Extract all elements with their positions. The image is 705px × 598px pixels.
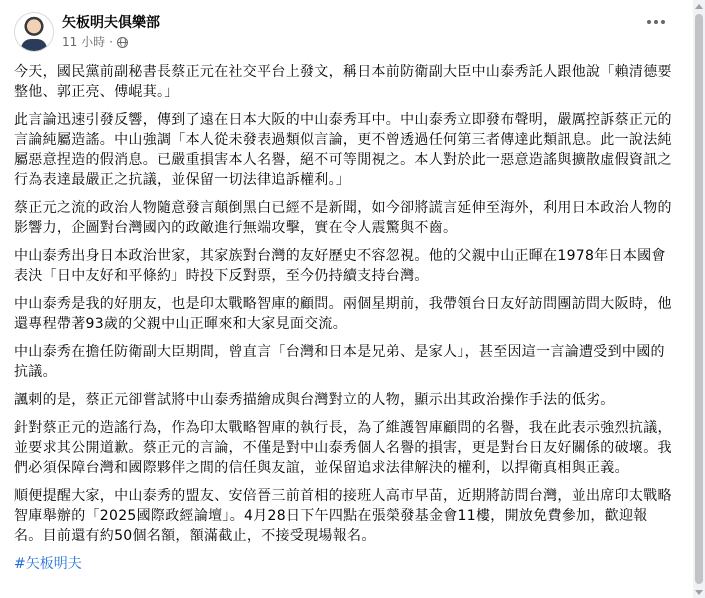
more-options-button[interactable] [642,12,670,32]
chevron-down-icon [695,590,703,595]
more-options-icon [661,20,665,24]
author-avatar[interactable] [14,12,54,52]
scroll-up-button[interactable] [693,0,705,12]
vertical-scrollbar[interactable] [693,0,705,598]
post-paragraph: 今天，國民黨前副秘書長蔡正元在社交平台上發文，稱日本前防衛副大臣中山泰秀託人跟他說「賴清德要整他、郭正亮、傅崐萁。」 [14,64,672,100]
post-paragraph: 蔡正元之流的政治人物隨意發言顛倒黑白已經不是新聞，如今卻將謊言延伸至海外，利用日本政治人物的影響力，企圖對台灣國內的政敵進行無端攻擊，實在令人震驚與不齒。 [14,200,672,236]
scrollbar-thumb[interactable] [695,14,703,584]
more-options-icon [647,20,651,24]
post-paragraph: 中山泰秀出身日本政治世家，其家族對台灣的友好歷史不容忽視。他的父親中山正暉在1978年日本國會表決「日中友好和平條約」時投下反對票，至今仍持續支持台灣。 [14,248,666,284]
more-options-icon [654,20,658,24]
scroll-down-button[interactable] [693,586,705,598]
post-paragraph: 中山泰秀是我的好朋友，也是印太戰略智庫的顧問。兩個星期前，我帶領台日友好訪問團訪問大阪時，他還專程帶著93歲的父親中山正暉來和大家見面交流。 [14,296,672,332]
post-paragraph: 針對蔡正元的造謠行為，作為印太戰略智庫的執行長，為了維護智庫顧問的名譽，我在此表示強烈抗議，並要求其公開道歉。蔡正元的言論，不僅是對中山泰秀個人名譽的損害，更是對台日友好關係的破壞。我們必須保障台灣和國際夥伴之間的信任與友誼，並保留追求法律解決的權利，以捍衛真相與正義。 [14,420,672,476]
post-paragraph: 中山泰秀在擔任防衛副大臣期間，曾直言「台灣和日本是兄弟、是家人」，甚至因這一言論遭受到中國的抗議。 [14,344,665,380]
post-time-row [62,34,160,50]
globe-icon [117,37,128,48]
post-meta [62,14,160,50]
post-paragraph: 此言論迅速引發反響，傳到了遠在日本大阪的中山泰秀耳中。中山泰秀立即發布聲明，嚴厲控訴蔡正元的言論純屬造謠。中山強調「本人從未發表過類似言論，更不曾透過任何第三者傳達此類訊息。此一說法純屬惡意捏造的假消息。已嚴重損害本人名譽，絕不可等閒視之。本人對於此一惡意造謠與擴散虛假資訊之行為表達最嚴正之抗議，並保留一切法律追訴權利。」 [14,112,672,188]
chevron-up-icon [695,4,703,9]
author-name-link[interactable]: 矢板明夫俱樂部 [62,15,160,31]
avatar-figure [21,39,47,52]
post-header [14,10,676,54]
post-body [14,62,676,574]
post-timestamp[interactable]: 11 小時 [62,35,106,49]
meta-separator: · [109,35,113,49]
hashtag-link[interactable]: #矢板明夫 [14,556,82,572]
post-paragraph: 諷刺的是，蔡正元卻嘗試將中山泰秀描繪成與台灣對立的人物，顯示出其政治操作手法的低劣。 [14,392,615,408]
post-paragraph: 順便提醒大家，中山泰秀的盟友、安倍晉三前首相的接班人高市早苗，近期將訪問台灣，並出席印太戰略智庫舉辦的「2025國際政經論壇」。4月28日下午四點在張榮發基金會11樓，開放免費參加，歡迎報名。目前還有約50個名額，額滿截止，不接受現場報名。 [14,488,672,544]
